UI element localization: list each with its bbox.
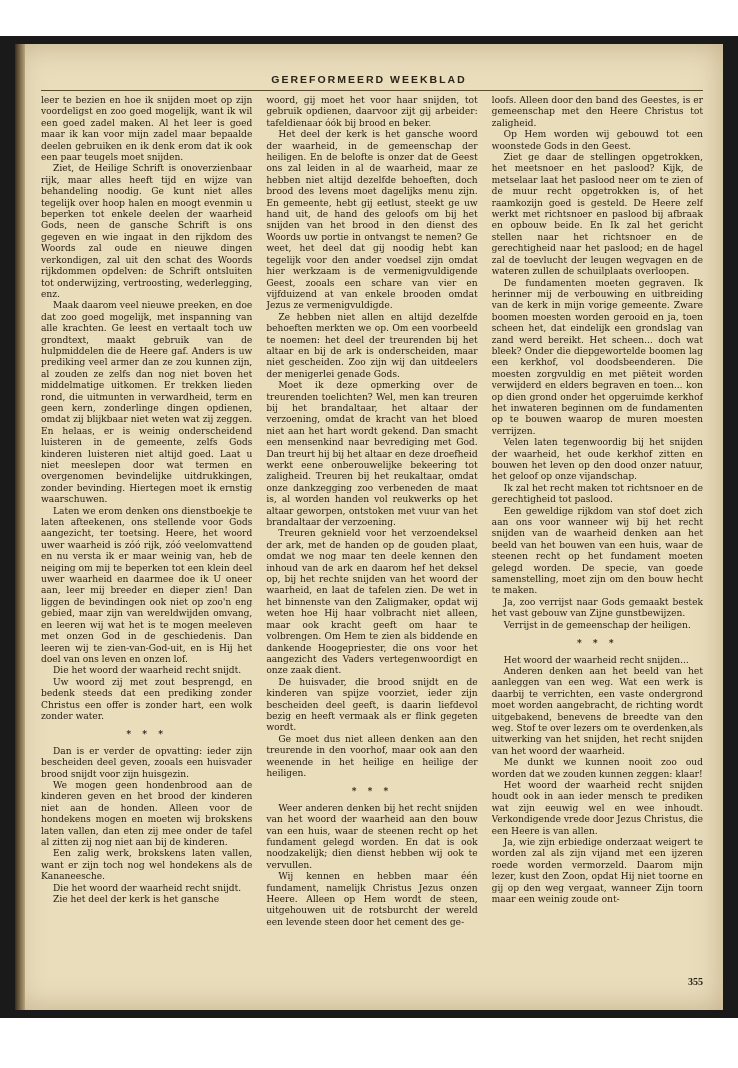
paragraph: Verrijst in de gemeenschap der heiligen. [503,620,691,631]
column-2 [266,96,477,976]
paragraph: Ge moet dus niet alleen denken aan den treurende in den voorhof, maar ook aan den weenende in het heilige en heilige der heiligen. [266,734,478,779]
paragraph: Die het woord der waarheid recht snijdt. [53,883,242,894]
column-1 [41,96,252,976]
magazine-page [15,44,723,1010]
paragraph: Treuren geknield voor het verzoendeksel der ark, met de handen op de gouden plaat, omdat we nog maar ten deele kennen den inhoud van de ark en daarom hef het deksel op, bij het rechte snijden van het woord der waarheid, en laat de tafelen zien. De wet in het binnenste van den Zaligmaker, opdat wij weten hoe Hij haar volbracht niet alleen, maar ook kracht geeft om haar te volbrengen. Om Hem te zien als biddende en dankende Hoogepriester, die ons voor het aangezicht des Vaders vertegenwoordigt en onze zaak dient. [266,529,478,677]
paragraph: loofs. Alleen door den band des Geestes, is er gemeenschap met den Heere Christus tot zaligheid. [491,96,703,129]
text-columns [41,96,703,976]
paragraph: Het woord der waarheid recht snijden houdt ook in aan ieder mensch te prediken wat zijn eeuwig wel en wee inhoudt. Verkondigende vrede door Jezus Christus, die een Heere is van allen. [491,780,703,837]
paragraph: Weer anderen denken bij het recht snijden van het woord der waarheid aan den bouw van een huis, waar de steenen recht op het fundament gelegd worden. En dat is ook noodzakelijk; dien dienst hebben wij ook te vervullen. [266,803,478,871]
paragraph: Moet ik deze opmerking over de treurenden toelichten? Wel, men kan treuren bij het brandaltaar, het altaar der verzoening, omdat de kracht van het bloed niet aan het hart wordt gekend. Dan smacht een mensenkind naar bevrediging met God. Dan treurt hij bij het altaar en deze droefheid werkt eene onberouwelijke bekeering tot zaligheid. Treuren bij het reukaltaar, omdat onze dankzegging zoo verbeneden de maat is, al worden handen vol reukwerks op het altaar geworpen, ontstoken met vuur van het brandaltaar der verzoening. [266,381,478,529]
paragraph: Laten we erom denken ons dienstboekje te laten afteekenen, ons stellende voor Gods aangezicht, ter toetsing. Heere, het woord uwer waarheid is zóó rijk, zóó veelomvattend en nu versta ik er maar weinig van, heb de neiging om mij te beperken tot een klein deel uwer waarheid en daarmee doe ik U oneer aan, leer mij breeder en dieper zien! Dan liggen de bevindingen ook niet op zoo'n eng gebied, maar zijn van wereldwijden omvang, en leeren wij wat het is te mogen meeleven met onzen God in de geschiedenis. Dan leeren wij te zien-van-God-uit, en is Hij het doel van ons leven en onzen lof. [41,506,253,665]
paragraph: Ziet ge daar de stellingen opgetrokken, het meetsnoer en het paslood? Kijk, de metselaar laat het paslood neer om te zien of de muur recht opgetrokken is, of het raamkozijn goed is gesteld. De Heere zelf werkt met richtsnoer en paslood bij afbraak en opbouw beide. En Ik zal het gericht stellen naar het richtsnoer en de gerechtigheid naar het paslood; en de hagel zal de toevlucht der leugen wegvagen en de wateren zullen de schuilplaats overloopen. [491,153,703,278]
paragraph: We mogen geen hondenbrood aan de kinderen geven en het brood der kinderen niet aan de honden. Alleen voor de hondekens mogen en moeten wij brokskens laten vallen, dan eten zij mee onder de tafel al zitten zij nog niet aan bij de kinderen. [41,780,253,848]
paragraph: Een zalig werk, brokskens laten vallen, want er zijn toch nog wel hondekens als de Kananeesche. [41,849,253,883]
paragraph: De fundamenten moeten gegraven. Ik herinner mij de verbouwing en uitbreiding van de kerk in mijn vorige gemeente. Zware boomen moesten worden gerooid en ja, toen scheen het, dat eindelijk een grondslag van zand werd bereikt. Het scheen... doch wat bleek? Onder die diepgewortelde boomen lag een kerkhof, vol doodsbeenderen. Die moesten zorgvuldig en met piëteit worden verwijderd en elders begraven en toen... kon op dien grond onder het opgeruimde kerkhof het inwateren beginnen om de fundamenten op te bouwen waarop de muren moesten verrijzen. [491,278,703,437]
paragraph: Wij kennen en hebben maar één fundament, namelijk Christus Jezus onzen Heere. Alleen op Hem wordt de steen, uitgehouwen uit de rotsburcht der wereld een levende steen door het cement des ge- [266,872,478,928]
page-number: 355 [688,977,703,988]
paragraph: Ze hebben niet allen en altijd dezelfde behoeften merkten we op. Om een voorbeeld te noemen: het deel der treurenden bij het altaar en bij de ark is onderscheiden, maar niet gescheiden. Zoo zijn wij dan uitdeelers der menigerlei genade Gods. [266,312,478,380]
section-separator: * * * [126,729,167,741]
running-head: GEREFORMEERD WEEKBLAD [271,74,467,86]
paragraph: Dan is er verder de opvatting: ieder zijn bescheiden deel geven, zooals een huisvader brood snijdt voor zijn huisgezin. [41,746,253,780]
paragraph: Ziet, de Heilige Schrift is onoverzienbaar rijk, maar alles heeft tijd en wijze van behandeling noodig. Ge kunt niet alles tegelijk over hoop halen en moogt evenmin u beperken tot enkele deelen der waarheid Gods, neen de gansche Schrift is ons gegeven en wie ingaat in den rijkdom des Woords zal oude en nieuwe dingen verkondigen, zal uit den schat des Woords rijkdommen opdelven: de Schrift ontsluiten tot onderwijzing, vertroosting, wederlegging, enz. [41,164,253,300]
paragraph: Op Hem worden wij gebouwd tot een woonstede Gods in den Geest. [491,130,703,152]
paragraph: Een geweldige rijkdom van stof doet zich aan ons voor wanneer wij bij het recht snijden van de waarheid denken aan het beeld van het bouwen van een huis, waar de steenen recht op het fundament moeten gelegd worden. De specie, van goede samenstelling, moet zijn om den bouw hecht te maken. [491,506,703,597]
paragraph: Ik zal het recht maken tot richtsnoer en de gerechtigheid tot paslood. [491,483,703,506]
paragraph: De huisvader, die brood snijdt en de kinderen van spijze voorziet, ieder zijn bescheiden deel geeft, is daarin liefdevol bezig en heeft vermaak als er flink gegeten wordt. [266,677,478,734]
paragraph: woord, gij moet het voor haar snijden, tot gebruik opdienen, daarvoor zijt gij arbeider: tafeldienaar óók bij brood en beker. [266,96,478,129]
paragraph: Uw woord zij met zout besprengd, en bedenk steeds dat een prediking zonder Christus een offer is zonder hart, een wolk zonder water. [41,677,253,722]
paragraph: Ja, zoo verrijst naar Gods gemaakt bestek het vast gebouw van Zijne gunstbewijzen. [491,597,703,620]
paragraph: Anderen denken aan het beeld van het aanleggen van een weg. Wat een werk is daarbij te verrichten, een vaste ondergrond moet worden aangebracht, de richting wordt uitgebakend, benevens de breedte van den weg. Stof te over lezers om te overdenken,als uitwerking van het snijden, het recht snijden van het woord der waarheid. [491,666,703,757]
paragraph: Ja, wie zijn erbiedige onderzaat weigert te worden zal als zijn vijand met een ijzeren roede worden vermorzeld. Daarom mijn lezer, kust den Zoon, opdat Hij niet toorne en gij op den weg vergaat, wanneer Zijn toorn maar een weinig zoude ont- [491,838,703,906]
paragraph: Het woord der waarheid recht snijden... [503,655,689,666]
page-binding-edge [15,44,25,1010]
paragraph: Het deel der kerk is het gansche woord der waarheid, in de gemeenschap der heiligen. En de belofte is onzer dat de Geest ons zal leiden in al de waarheid, maar ze hebben niet altijd dezelfde behoeften, doch brood des levens moet dagelijks menu zijn. En gemeente, hebt gij eetlust, steekt ge uw hand uit, de hand des geloofs om bij het snijden van het brood in den dienst des Woords uw portie in ontvangst te nemen? Ge weet, het deel dat gij noodig hebt kan tegelijk voor den ander voedsel zijn omdat hier werkzaam is de vermenigvuldigende Geest, zooals een schare van vier en vijfduizend at van enkele brooden omdat Jezus ze vermenigvuldigde. [266,130,478,312]
paragraph: Velen laten tegenwoordig bij het snijden der waarheid, het oude kerkhof zitten en bouwen het leven op den dood onzer natuur, het geloof op onze vijandschap. [491,438,703,483]
paragraph: Maak daarom veel nieuwe preeken, en doe dat zoo goed mogelijk, met inspanning van alle krachten. Ge leest en vertaalt toch uw grondtext, maakt gebruik van de hulpmiddelen die de Heere gaf. Anders is uw prediking veel armer dan ze zou kunnen zijn, al zouden ze zelfs dan nog niet boven het middelmatige uitkomen. Er trekken lieden rond, die uitmunten in verwardheid, term en geen kern, zonderlinge dingen opdienen, omdat zij blijkbaar niet weten wat zij zeggen. En helaas, er is weinig onderscheidend luisteren in de gemeente, zelfs Gods kinderen luisteren niet altijd goed. Laat u niet meeslepen door wat termen en overgenomen bevindelijke uitdrukkingen, zonder bevinding. Hiertegen moet ik ernstig waarschuwen. [41,301,253,506]
paragraph: Die het woord der waarheid recht snijdt. [53,666,242,677]
paragraph: Zie het deel der kerk is het gansche [53,895,220,906]
header-rule [41,90,703,91]
section-separator: * * * [577,638,618,650]
paragraph: Me dunkt we kunnen nooit zoo oud worden dat we zouden kunnen zeggen: klaar! [491,758,703,780]
column-3 [492,96,703,976]
section-separator: * * * [351,786,393,798]
paragraph: leer te bezien en hoe ik snijden moet op zijn voordeligst en zoo goed mogelijk, want ik wil een goed zadel maken. Al het leer is goed maar ik kan voor mijn zadel maar bepaalde deelen gebruiken en ik denk erom dat ik ook een paar teugels moet snijden. [41,96,253,164]
